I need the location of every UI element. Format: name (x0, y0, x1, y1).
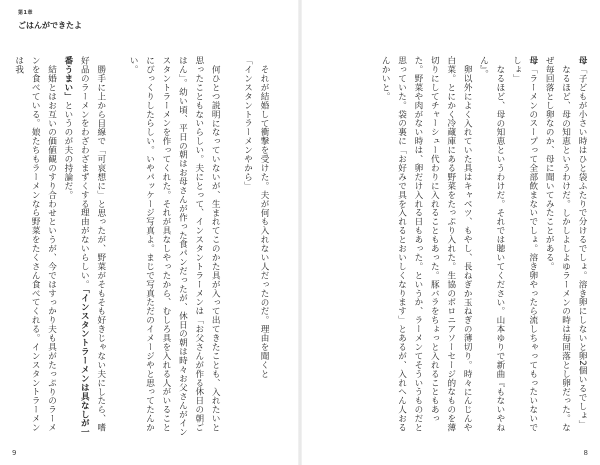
page-number-left: 9 (12, 449, 17, 457)
left-paragraph-1: それが結婚して衝撃を受けた。夫が何も入れない人だったのだ。理由を聞くと (259, 64, 269, 378)
left-paragraph-4: 結婚とはお互いの価値観のすり合わせというが、今ではすっかり夫も具がたっぷりのラーメンを食べている。娘たちもラーメンなら野菜をたくさん食べてくれる。インスタントラーメンは我 (13, 56, 57, 432)
right-dialogue-2 (508, 56, 541, 438)
left-quote: 「インスタントラーメンやから」 (242, 56, 253, 191)
right-paragraph-3: 卵以外によく入れていた具はキャベツ、もやし、長ねぎか玉ねぎの薄切り。時々にんじんや白菜。とにかく冷蔵庫にある野菜をたっぷり入れた。生協のボロニアソーセージ的なものを薄切りにしてチャーシュー代わりに入れることもあった。豚バラをちょっと入れることもあった。野菜や肉がない時は、卵だけ入れる日もあった。というか、ラーメンてそういうものだと思っていた。袋の裏に「お好みで具を入れるとおいしくなります」とあるが、入れへん人おるんかいと。 (380, 56, 473, 432)
right-paragraph-2: なるほど、母の知恵というわけだ。それでは聴いてください。山本ゆりで新曲『もないやねん』。 (478, 56, 505, 432)
speaker-label-2: 母 (527, 56, 538, 65)
right-dialogue-2-text: 「ラーメンのスープって全部飲まないでしょ。溶き卵やったら流しちゃってもったいないでしょ」 (511, 56, 538, 432)
right-dialogue-1 (574, 56, 590, 438)
chapter-label: 第1章 (18, 10, 33, 16)
page-number-right: 8 (583, 449, 588, 457)
right-paragraph-1: なるほど、母の知恵というわけだ。しかしよしよゆラーメンの時は毎回落とし卵だった。なぜ毎回落とし卵なのか、母に聞いてみたことがある。 (544, 56, 571, 432)
speaker-label-1: 母 (577, 56, 587, 65)
chapter-title: ごはんができたよ (18, 21, 82, 30)
right-page-body (308, 56, 590, 438)
right-dialogue-1-text: 「子どもが小さい時はひと袋ふたりで分けるでしょ。溶き卵にしないと卵2個いるでしょ」 (577, 64, 587, 429)
left-page-body (10, 56, 272, 438)
left-paragraph-2: 何ひとつ説明になっていないが、生まれてこのかた具が入って出てきたことも、入れたいと思ったこともないらしい。夫にとって、インスタントラーメンは「お父さんが作る休日の朝ごはん」。幼い頃、平日の朝はお母さんが作った食パンだったが、休日の朝は時々お父さんがインスタントラーメンを作ってくれた。それが具なしやったから、むしろ具を入れる人がいることにびっくりしたらしい。いやパッケージ写真よ。まじで写真ただのイメージやと思ってたんかい。 (128, 56, 221, 437)
left-paragraph-3 (60, 56, 109, 438)
left-bold-quote: 「インスタントラーメンは具なしが一番うまい」 (62, 56, 90, 437)
left-paragraph-3-text-a: 勝手に上から目線で「可哀想に」と思ったが、野菜がそもそも好きじゃない夫にしたら、嗜好品のラーメンをわざわざまずくする理由がないらしい。 (79, 56, 106, 432)
right-page (300, 0, 600, 465)
left-paragraph-3-text-b: というのが夫の持論だ。 (62, 100, 73, 200)
